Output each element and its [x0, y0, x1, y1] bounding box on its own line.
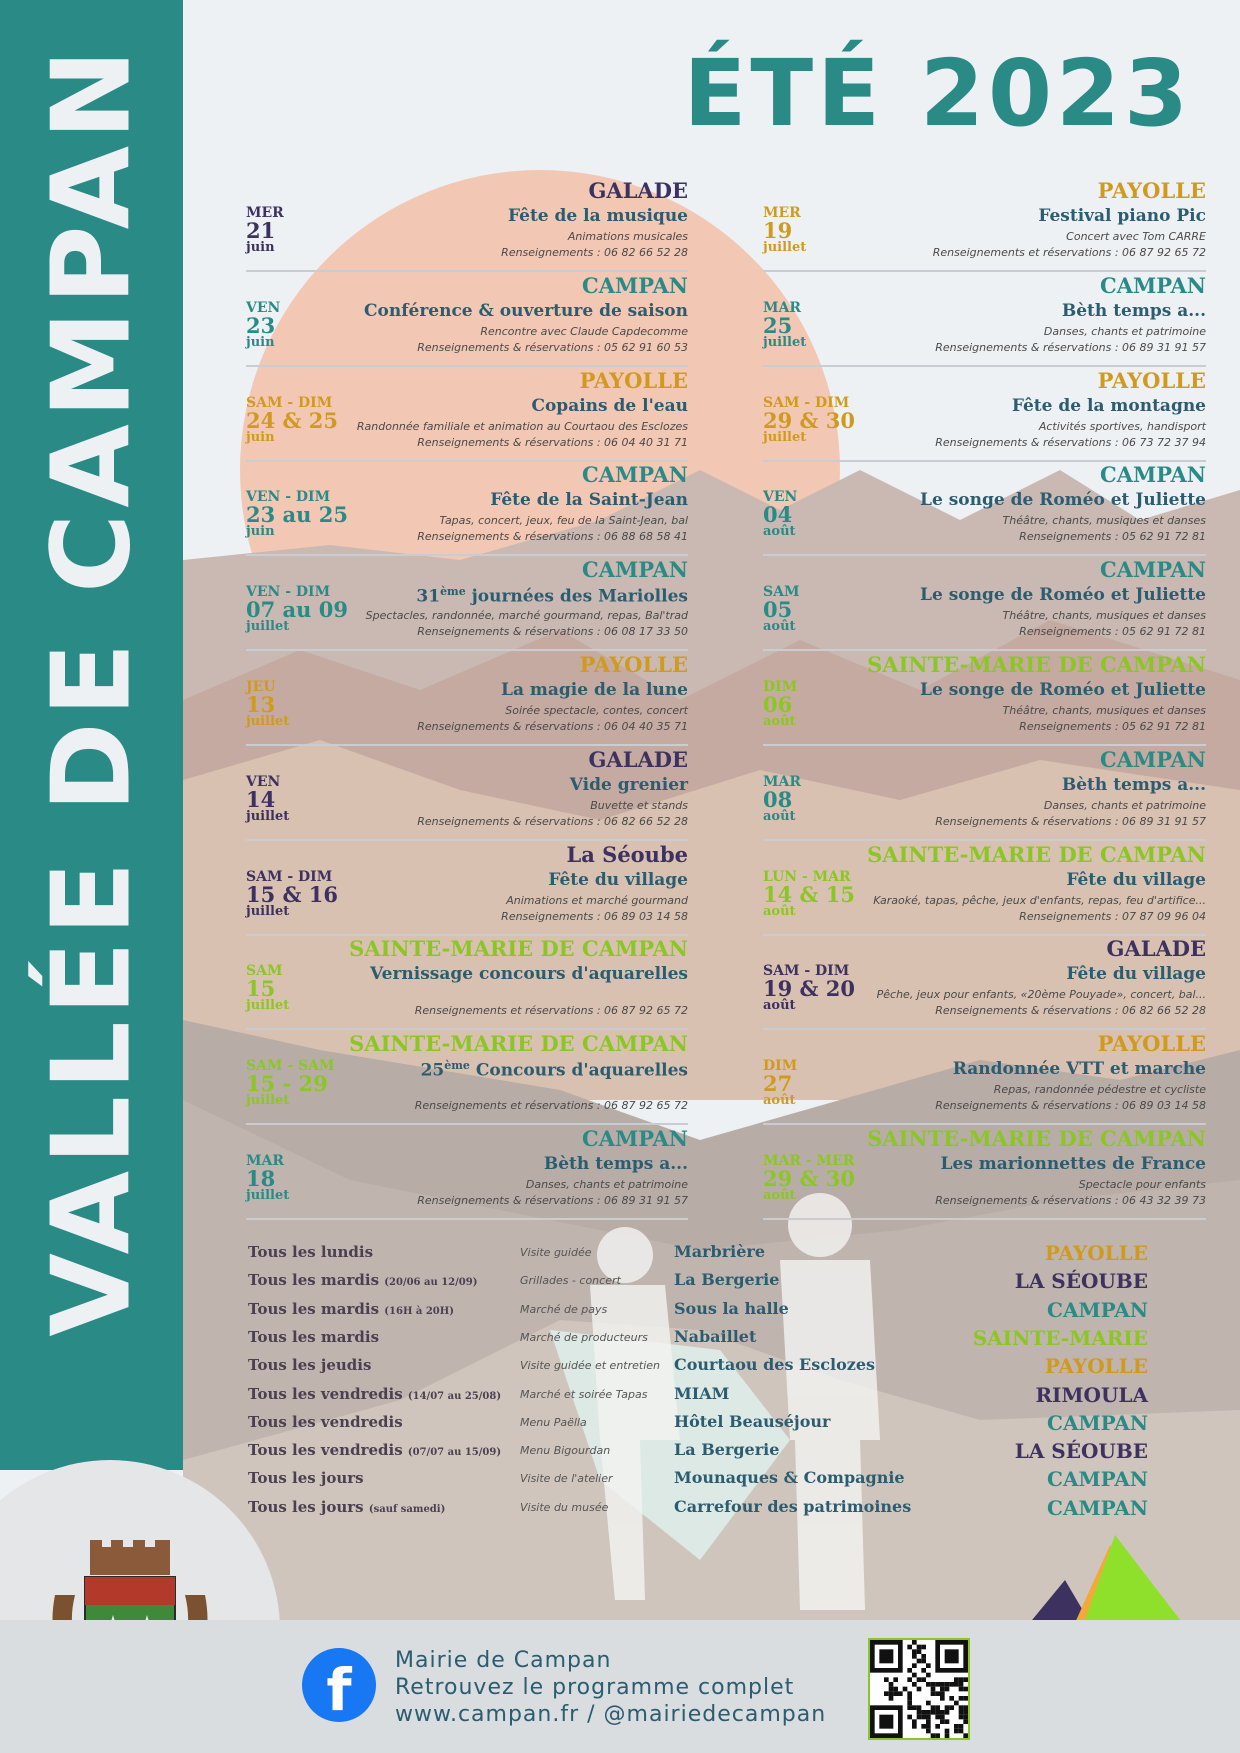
event-date [246, 301, 280, 349]
event-place: PAYOLLE [1097, 1031, 1206, 1057]
event-date-day: SAM - DIM [246, 868, 333, 885]
event-contact: Renseignements & réservations : 06 82 66 52 28 [417, 814, 688, 828]
event-place: La Séoube [566, 841, 688, 867]
event-title-text: Le songe de Roméo et Juliette [920, 680, 1206, 700]
event-title-text: Fête de la montagne [1011, 395, 1206, 416]
event-item[interactable] [763, 462, 1206, 556]
event-date-number: 24 & 25 [246, 407, 339, 433]
event-place: CAMPAN [1099, 272, 1206, 298]
event-title-text: Fête de la musique [508, 206, 688, 226]
recurring-activity: Grillades - concert [520, 1274, 621, 1288]
recurring-row[interactable] [248, 1383, 1148, 1409]
event-date-month: juillet [246, 1093, 290, 1109]
event-date-day: MAR [246, 1153, 284, 1169]
recurring-when-text: Tous les vendredis [248, 1412, 403, 1431]
event-title [421, 1059, 688, 1081]
event-title-text: Fête du village [1066, 869, 1206, 890]
event-title [1012, 396, 1206, 416]
event-title-ordinal: 25 [420, 1060, 445, 1081]
event-place: SAINTE-MARIE DE CAMPAN [867, 1126, 1206, 1151]
event-date-month: juin [246, 524, 275, 540]
recurring-place: PAYOLLE [1044, 1241, 1148, 1265]
recurring-when-text: Tous les jours [248, 1497, 364, 1516]
event-date-day: DIM [763, 679, 798, 695]
event-date-day: VEN - DIM [246, 584, 331, 601]
event-title-text: Festival piano Pic [1038, 206, 1206, 226]
event-place: PAYOLLE [1097, 178, 1206, 203]
recurring-venue: La Bergerie [674, 1270, 780, 1290]
event-date-day: SAM - DIM [763, 394, 850, 411]
facebook-icon[interactable]: f [302, 1648, 376, 1722]
recurring-row[interactable] [248, 1241, 1148, 1267]
event-date [246, 1154, 289, 1202]
event-date-number: 27 [763, 1071, 793, 1097]
event-subtitle: Théâtre, chants, musiques et danses [1002, 609, 1206, 623]
recurring-when-text: Tous les vendredis [248, 1441, 403, 1460]
event-date-number: 06 [763, 692, 793, 717]
event-contact: Renseignements & réservations : 06 04 40 35 71 [417, 720, 688, 733]
event-contact: Renseignements & réservations : 06 89 03 14 58 [935, 1099, 1206, 1113]
event-title [501, 680, 688, 700]
event-date-month: juillet [246, 714, 290, 729]
event-item[interactable] [763, 1031, 1206, 1125]
event-contact: Renseignements & réservations : 06 89 31 91 57 [935, 814, 1206, 828]
event-contact: Renseignements & réservations : 06 89 31 91 57 [935, 340, 1206, 354]
recurring-activity: Visite de l'atelier [520, 1472, 613, 1486]
recurring-venue: La Bergerie [674, 1440, 780, 1460]
event-date-day: VEN [246, 773, 281, 790]
event-contact: Renseignements & réservations : 06 89 31 91 57 [417, 1194, 688, 1207]
event-title [548, 870, 688, 890]
event-title [490, 490, 688, 510]
event-title-text: Fête du village [548, 869, 688, 890]
recurring-when [248, 1300, 454, 1318]
event-date-month: juillet [246, 903, 290, 919]
event-date-number: 13 [246, 692, 276, 717]
event-title-text: Vernissage concours d'aquarelles [370, 964, 688, 985]
event-date-number: 25 [763, 312, 793, 338]
event-date-number: 15 & 16 [246, 881, 339, 907]
event-subtitle: Rencontre avec Claude Capdecomme [480, 324, 688, 338]
event-contact: Renseignements & réservations : 06 04 40 31 71 [417, 435, 688, 449]
recurring-when [248, 1356, 371, 1374]
event-item[interactable] [763, 842, 1206, 936]
event-date-month: août [763, 1093, 796, 1109]
event-date-number: 19 [763, 218, 793, 243]
event-item[interactable] [246, 1031, 688, 1125]
event-date [246, 870, 338, 918]
recurring-row[interactable] [248, 1411, 1148, 1437]
event-title-text: Bèth temps a... [1061, 774, 1206, 795]
event-date [246, 396, 338, 444]
recurring-activity: Visite guidée et entretien [520, 1359, 660, 1373]
event-date [246, 680, 289, 728]
event-contact: Renseignements & réservations : 05 62 91 60 53 [417, 340, 688, 354]
event-date-month: juillet [246, 998, 290, 1014]
recurring-row[interactable] [248, 1496, 1148, 1522]
event-place: CAMPAN [1099, 557, 1206, 583]
recurring-activity: Visite du musée [520, 1500, 609, 1514]
event-date [246, 964, 289, 1012]
event-date-number: 23 [246, 312, 276, 338]
event-date-month: juillet [246, 1188, 290, 1203]
event-title [1066, 964, 1206, 984]
event-title [364, 301, 688, 321]
event-date-month: juillet [246, 619, 290, 635]
event-contact: Renseignements et réservations : 06 87 92 65 72 [414, 1004, 688, 1018]
qr-code-icon[interactable] [868, 1638, 970, 1740]
recurring-when-note: (20/06 au 12/09) [384, 1277, 478, 1289]
event-item[interactable] [246, 178, 688, 272]
event-item[interactable] [763, 1126, 1206, 1220]
event-date-day: MAR [763, 299, 801, 316]
event-subtitle: Randonnée familiale et animation au Courtaou des Esclozes [356, 419, 688, 433]
event-subtitle: Théâtre, chants, musiques et danses [1002, 704, 1206, 717]
event-title-text: La magie de la lune [501, 680, 688, 700]
event-subtitle: Spectacles, randonnée, marché gourmand, repas, Bal'trad [365, 609, 688, 623]
event-date-day: VEN [763, 489, 798, 506]
event-date [763, 775, 801, 823]
event-title [570, 775, 688, 795]
event-item[interactable] [763, 273, 1206, 367]
event-place: CAMPAN [1099, 746, 1206, 772]
event-date-number: 19 & 20 [763, 976, 856, 1002]
event-date-month: août [763, 714, 796, 729]
recurring-place: CAMPAN [1047, 1467, 1148, 1492]
event-item[interactable] [246, 462, 688, 556]
event-date [763, 680, 797, 728]
recurring-row[interactable] [248, 1298, 1148, 1324]
event-contact: Renseignements : 06 89 03 14 58 [501, 909, 688, 923]
event-date [763, 301, 806, 349]
event-item[interactable] [246, 557, 688, 651]
event-title-text: Conférence & ouverture de saison [363, 300, 688, 321]
event-item[interactable] [763, 936, 1206, 1030]
event-place: CAMPAN [581, 557, 688, 583]
event-title-text: Bèth temps a... [1061, 300, 1206, 321]
event-date-day: SAM - DIM [763, 963, 850, 980]
event-subtitle: Pêche, jeux pour enfants, «20ème Pouyade», concert, bal... [876, 988, 1206, 1002]
event-title [920, 490, 1206, 510]
recurring-activity: Marché de producteurs [520, 1330, 648, 1344]
event-contact: Renseignements & réservations : 06 82 66 52 28 [935, 1004, 1206, 1018]
event-title-text: Bèth temps a... [543, 1154, 688, 1174]
event-date-month: juillet [763, 240, 807, 255]
event-date-number: 29 & 30 [763, 407, 856, 433]
event-date-day: MAR - MER [763, 1153, 855, 1169]
event-date-day: SAM - SAM [246, 1058, 335, 1075]
footer-mairie: Mairie de Campan [395, 1648, 612, 1673]
event-date-month: juillet [763, 429, 807, 445]
event-item[interactable] [246, 936, 688, 1030]
event-date-month: août [763, 524, 796, 540]
event-place: PAYOLLE [1097, 367, 1206, 393]
event-subtitle: Spectacle pour enfants [1078, 1178, 1206, 1191]
event-subtitle: Danses, chants et patrimoine [1043, 324, 1206, 338]
event-title [508, 206, 688, 226]
event-date-month: août [763, 903, 796, 919]
event-subtitle: Danses, chants et patrimoine [1043, 798, 1206, 812]
event-place: CAMPAN [581, 1126, 688, 1151]
recurring-venue: Sous la halle [674, 1298, 789, 1318]
event-item[interactable] [246, 842, 688, 936]
event-date-number: 05 [763, 597, 793, 623]
event-subtitle: Animations musicales [567, 230, 688, 243]
event-title-text: Le songe de Roméo et Juliette [920, 490, 1206, 511]
footer-website-link[interactable]: www.campan.fr / @mairiedecampan [395, 1702, 827, 1727]
event-title [531, 396, 688, 416]
event-item[interactable] [246, 273, 688, 367]
recurring-when-text: Tous les jours [248, 1469, 364, 1488]
event-contact: Renseignements : 05 62 91 72 81 [1019, 720, 1206, 733]
event-date-number: 04 [763, 502, 793, 528]
event-place: CAMPAN [581, 272, 688, 298]
event-date-day: DIM [763, 1058, 798, 1075]
event-date-number: 08 [763, 786, 793, 812]
event-place: PAYOLLE [579, 652, 688, 677]
event-title [920, 585, 1206, 605]
recurring-when-text: Tous les mardis [248, 1271, 380, 1290]
event-title-text: journées des Mariolles [465, 586, 688, 607]
recurring-row[interactable] [248, 1439, 1148, 1465]
recurring-row[interactable] [248, 1269, 1148, 1295]
event-date-month: juin [246, 334, 275, 350]
event-subtitle: Concert avec Tom CARRE [1066, 230, 1206, 243]
event-date [763, 964, 855, 1012]
event-contact: Renseignements & réservations : 06 43 32 39 73 [935, 1194, 1206, 1207]
event-subtitle: Repas, randonnée pédestre et cycliste [993, 1083, 1206, 1097]
event-date-day: SAM [246, 963, 283, 980]
event-subtitle: Karaoké, tapas, pêche, jeux d'enfants, repas, feu d'artifice... [873, 893, 1206, 907]
event-item[interactable] [763, 557, 1206, 651]
event-contact: Renseignements : 05 62 91 72 81 [1019, 530, 1206, 544]
event-item[interactable] [763, 652, 1206, 746]
event-title-text: Vide grenier [569, 774, 688, 795]
recurring-when-text: Tous les jeudis [248, 1356, 372, 1375]
event-date-month: août [763, 808, 796, 824]
event-date-number: 15 - 29 [246, 1071, 328, 1097]
sidebar-band [0, 0, 183, 1470]
event-item[interactable] [246, 652, 688, 746]
recurring-when [248, 1498, 445, 1516]
event-date [763, 490, 797, 538]
recurring-when-note: (sauf samedi) [368, 1503, 446, 1515]
event-contact: Renseignements & réservations : 06 73 72 37 94 [935, 435, 1206, 449]
event-date-number: 23 au 25 [246, 502, 348, 528]
recurring-when-note: (14/07 au 25/08) [407, 1390, 502, 1402]
event-title-text: Le songe de Roméo et Juliette [920, 585, 1206, 606]
event-title [941, 1154, 1206, 1174]
event-date [246, 490, 348, 538]
event-date-day: SAM - DIM [246, 394, 333, 411]
event-subtitle: Danses, chants et patrimoine [525, 1178, 688, 1191]
event-contact: Renseignements & réservations : 06 08 17 33 50 [417, 625, 688, 639]
recurring-activity: Marché de pays [520, 1302, 608, 1316]
event-date-number: 29 & 30 [763, 1166, 856, 1191]
recurring-place: CAMPAN [1047, 1297, 1148, 1322]
event-date-month: août [763, 1188, 796, 1203]
recurring-when [248, 1271, 477, 1289]
event-date-day: SAM [763, 584, 800, 601]
event-date [246, 206, 284, 254]
event-date [763, 1154, 855, 1202]
recurring-venue: Hôtel Beauséjour [674, 1411, 831, 1431]
event-date [246, 1059, 335, 1107]
event-title [1062, 301, 1206, 321]
event-title-ordinal-suffix: ème [444, 1059, 470, 1073]
recurring-when-note: (07/07 au 15/09) [407, 1447, 502, 1459]
recurring-place: LA SÉOUBE [1014, 1439, 1148, 1464]
event-place: GALADE [588, 746, 688, 772]
event-place: CAMPAN [1099, 462, 1206, 488]
recurring-when-text: Tous les mardis [248, 1299, 380, 1318]
event-date-number: 18 [246, 1166, 276, 1191]
recurring-when [248, 1413, 403, 1431]
event-date-day: VEN [246, 299, 281, 316]
event-title-text: Copains de l'eau [531, 395, 688, 416]
event-item[interactable] [763, 747, 1206, 841]
event-place: SAINTE-MARIE DE CAMPAN [867, 652, 1206, 677]
event-contact: Renseignements : 06 82 66 52 28 [501, 246, 688, 259]
recurring-when [248, 1328, 379, 1346]
event-title-text: Concours d'aquarelles [469, 1060, 688, 1081]
event-place: SAINTE-MARIE DE CAMPAN [349, 936, 688, 962]
recurring-venue: MIAM [674, 1383, 730, 1403]
event-date-day: MER [763, 205, 801, 221]
recurring-venue: Nabaillet [674, 1326, 757, 1346]
recurring-when [248, 1243, 373, 1261]
event-date-month: août [763, 998, 796, 1014]
recurring-when-text: Tous les mardis [248, 1327, 380, 1346]
event-title [1062, 775, 1206, 795]
event-title [416, 585, 688, 607]
event-date [763, 585, 799, 633]
recurring-place: RIMOULA [1035, 1382, 1148, 1407]
recurring-venue: Carrefour des patrimoines [674, 1496, 912, 1516]
event-place: CAMPAN [581, 462, 688, 488]
event-title-text: Les marionnettes de France [940, 1154, 1206, 1174]
event-date-number: 21 [246, 218, 276, 243]
event-place: GALADE [1106, 936, 1206, 962]
event-title-text: Randonnée VTT et marche [952, 1059, 1206, 1080]
event-date-number: 15 [246, 976, 276, 1002]
recurring-venue: Marbrière [674, 1242, 765, 1261]
recurring-place: LA SÉOUBE [1014, 1269, 1148, 1294]
event-title-ordinal: 31 [416, 586, 441, 607]
event-item[interactable] [763, 368, 1206, 462]
event-date-number: 07 au 09 [246, 597, 348, 623]
recurring-when-note: (16H à 20H) [384, 1305, 454, 1317]
event-date [763, 396, 855, 444]
event-subtitle: Soirée spectacle, contes, concert [505, 704, 688, 717]
event-place: GALADE [588, 178, 688, 203]
recurring-activity: Menu Bigourdan [520, 1444, 611, 1458]
event-subtitle: Animations et marché gourmand [506, 893, 688, 907]
event-place: SAINTE-MARIE DE CAMPAN [349, 1031, 688, 1057]
event-subtitle: Activités sportives, handisport [1038, 419, 1206, 433]
recurring-row[interactable] [248, 1326, 1148, 1352]
event-date [246, 775, 289, 823]
recurring-when [248, 1469, 364, 1487]
event-date-day: VEN - DIM [246, 489, 331, 506]
recurring-when [248, 1441, 501, 1459]
event-date-number: 14 & 15 [763, 881, 856, 907]
event-place: PAYOLLE [579, 367, 688, 393]
footer-programme: Retrouvez le programme complet [395, 1675, 795, 1700]
event-contact: Renseignements & réservations : 06 88 68 58 41 [417, 530, 688, 544]
event-item[interactable] [246, 1126, 688, 1220]
recurring-when [248, 1385, 501, 1403]
recurring-place: CAMPAN [1047, 1410, 1148, 1435]
event-title [920, 680, 1206, 700]
event-title [1038, 206, 1206, 226]
recurring-venue: Courtaou des Esclozes [674, 1355, 876, 1375]
recurring-place: CAMPAN [1047, 1495, 1148, 1520]
event-date-number: 14 [246, 786, 276, 812]
recurring-activity: Menu Paëlla [520, 1415, 587, 1429]
event-subtitle: Théâtre, chants, musiques et danses [1002, 514, 1206, 528]
event-date-month: juin [246, 429, 275, 445]
event-item[interactable] [246, 747, 688, 841]
sidebar-title: VALLÉE DE CAMPAN [29, 43, 155, 1337]
event-contact: Renseignements : 05 62 91 72 81 [1019, 625, 1206, 639]
recurring-activity: Visite guidée [520, 1246, 592, 1259]
event-subtitle: Tapas, concert, jeux, feu de la Saint-Jean, bal [439, 514, 688, 528]
event-date [246, 585, 348, 633]
event-contact: Renseignements : 07 87 09 96 04 [1019, 909, 1206, 923]
event-date-day: LUN - MAR [763, 868, 851, 885]
recurring-activity: Marché et soirée Tapas [520, 1387, 648, 1401]
recurring-when-text: Tous les lundis [248, 1243, 374, 1261]
event-date-day: JEU [246, 679, 276, 695]
event-date-day: MER [246, 205, 284, 221]
event-title [1066, 870, 1206, 890]
event-title-text: Fête de la Saint-Jean [490, 490, 688, 511]
event-title [544, 1154, 688, 1174]
event-date [763, 1059, 797, 1107]
event-place: SAINTE-MARIE DE CAMPAN [867, 841, 1206, 867]
event-contact: Renseignements et réservations : 06 87 92 65 72 [932, 246, 1206, 259]
event-date-month: juillet [763, 334, 807, 350]
event-date [763, 870, 855, 918]
event-date-month: août [763, 619, 796, 635]
season-title: ÉTÉ 2023 [683, 40, 1192, 147]
recurring-row[interactable] [248, 1354, 1148, 1380]
event-contact: Renseignements et réservations : 06 87 92 65 72 [414, 1099, 688, 1113]
event-subtitle: Buvette et stands [590, 798, 688, 812]
event-title [370, 964, 688, 984]
event-date [763, 206, 806, 254]
event-item[interactable] [763, 178, 1206, 272]
recurring-place: SAINTE-MARIE [972, 1325, 1148, 1350]
event-title-ordinal-suffix: ème [440, 585, 466, 599]
event-title-text: Fête du village [1066, 964, 1206, 985]
recurring-venue: Mounaques & Compagnie [674, 1468, 905, 1488]
recurring-when-text: Tous les vendredis [248, 1384, 403, 1403]
recurring-place: PAYOLLE [1044, 1354, 1148, 1379]
event-date-month: juillet [246, 808, 290, 824]
event-item[interactable] [246, 368, 688, 462]
event-date-month: juin [246, 240, 275, 255]
event-title [953, 1059, 1206, 1079]
recurring-row[interactable] [248, 1467, 1148, 1493]
event-date-day: MAR [763, 773, 801, 790]
